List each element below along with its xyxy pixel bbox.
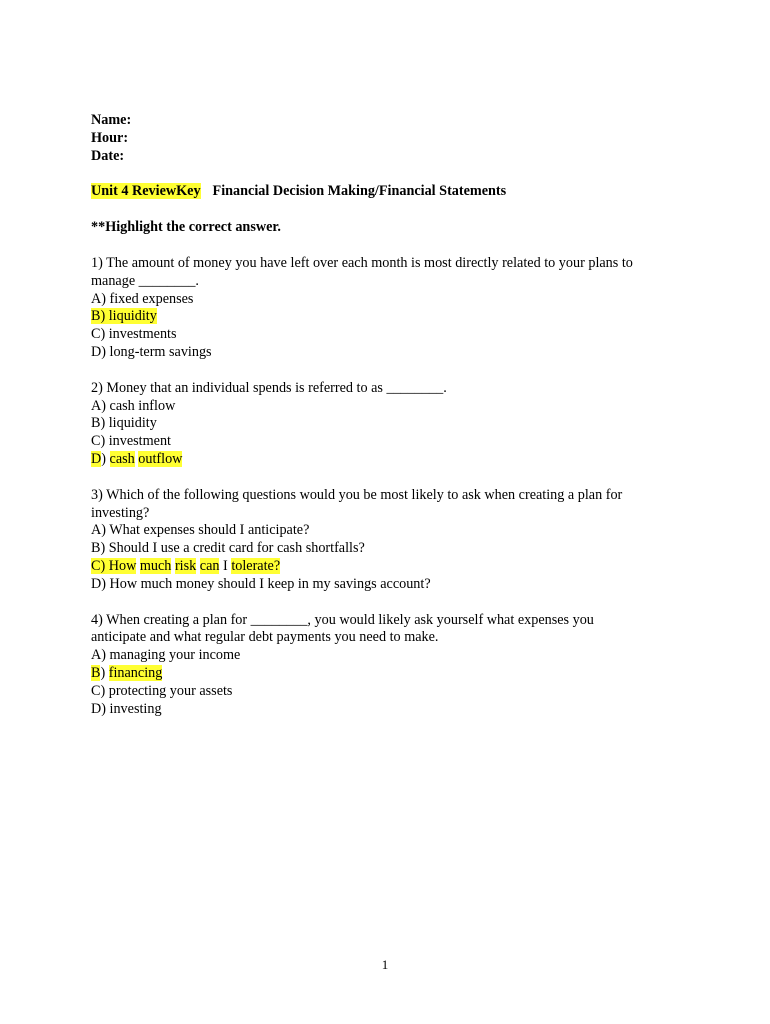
- question-4-option-b: B) financing: [91, 664, 163, 681]
- question-3-option-d: D) How much money should I keep in my savings account?: [91, 575, 431, 592]
- question-2-option-c: C) investment: [91, 433, 171, 450]
- question-2-option-d: D) cash outflow: [91, 450, 183, 467]
- question-4-text-line-1: 4) When creating a plan for ________, you would likely ask yourself what expenses you: [91, 611, 594, 628]
- question-3-option-c: C) How much risk can I tolerate?: [91, 557, 281, 574]
- question-2-option-a: A) cash inflow: [91, 397, 176, 414]
- question-4: [91, 612, 691, 719]
- document-content: [91, 112, 691, 718]
- unit-title: Unit 4 ReviewKey: [91, 183, 201, 200]
- question-1-option-b: B) liquidity: [91, 308, 157, 325]
- hour-label: Hour:: [91, 129, 129, 146]
- question-3-text-line-1: 3) Which of the following questions would you be most likely to ask when creating a plan for: [91, 486, 623, 503]
- date-label: Date:: [91, 147, 125, 164]
- question-3-option-a: A) What expenses should I anticipate?: [91, 522, 310, 539]
- question-1-option-a: A) fixed expenses: [91, 290, 194, 307]
- question-4-option-c: C) protecting your assets: [91, 682, 233, 699]
- document-title: [91, 183, 691, 201]
- name-label: Name:: [91, 112, 132, 128]
- question-1: [91, 255, 691, 362]
- question-2: [91, 380, 691, 469]
- question-2-text: 2) Money that an individual spends is referred to as ________.: [91, 379, 447, 396]
- question-4-option-a: A) managing your income: [91, 647, 241, 664]
- question-3-option-b: B) Should I use a credit card for cash shortfalls?: [91, 540, 365, 557]
- question-1-option-c: C) investments: [91, 326, 177, 343]
- question-3: [91, 487, 691, 594]
- question-1-text-line-2: manage ________.: [91, 272, 199, 289]
- question-4-text-line-2: anticipate and what regular debt payments you need to make.: [91, 629, 439, 646]
- question-2-option-b: B) liquidity: [91, 415, 157, 432]
- question-1-option-d: D) long-term savings: [91, 343, 212, 360]
- instruction: **Highlight the correct answer.: [91, 219, 281, 236]
- subject-title: Financial Decision Making/Financial Statements: [212, 183, 507, 200]
- question-1-text-line-1: 1) The amount of money you have left over each month is most directly related to your plans to: [91, 254, 633, 271]
- question-4-option-d: D) investing: [91, 700, 162, 717]
- page-number: 1: [381, 957, 389, 972]
- question-3-text-line-2: investing?: [91, 504, 150, 521]
